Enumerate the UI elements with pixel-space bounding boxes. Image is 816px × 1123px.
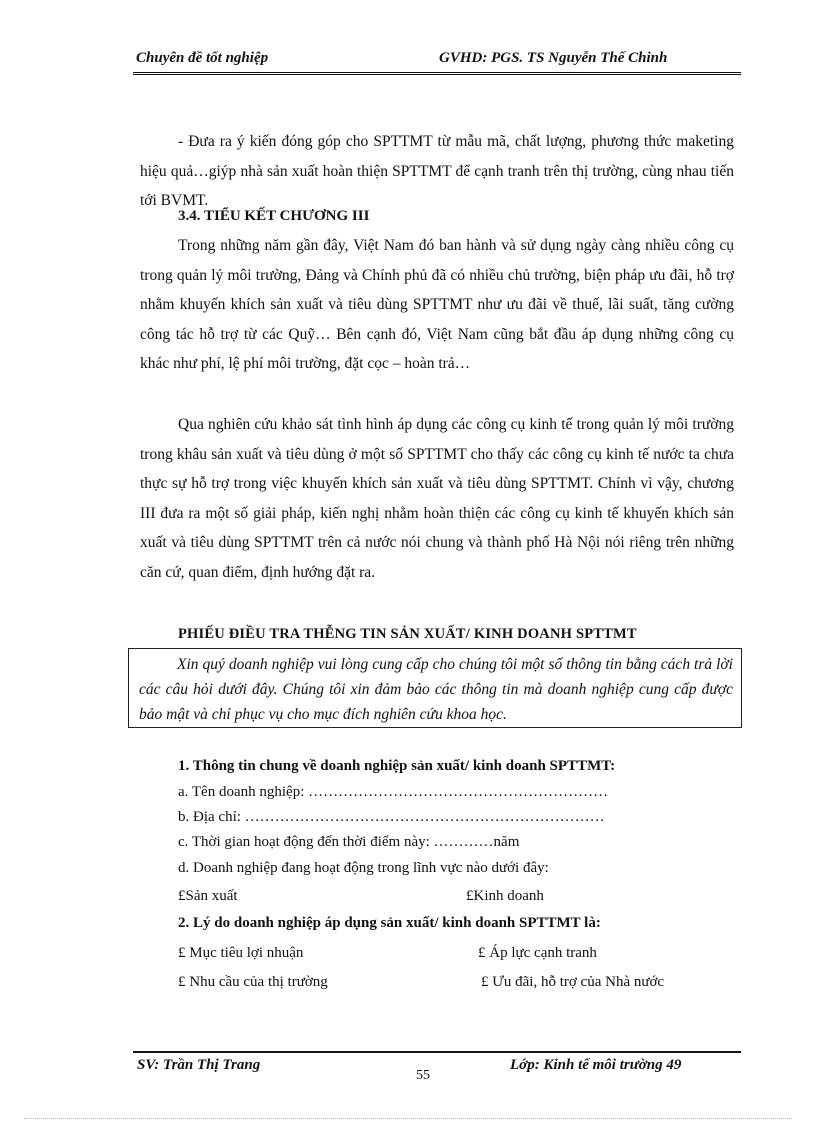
- question-1-company-name: a. Tên doanh nghiệp: ……………………………………………………: [178, 784, 609, 800]
- header-left: Chuyên đề tốt nghiệp: [136, 50, 269, 66]
- checkbox-business: £Kinh doanh: [466, 888, 544, 904]
- footer-rule: [133, 1051, 741, 1053]
- survey-intro-text: Xin quý doanh nghiệp vui lòng cung cấp cho chúng tôi một số thông tin bằng cách trả lời các câu hỏi dưới đây. Chúng tôi xin đảm bảo các thông tin mà doanh nghiệp cung cấp được bảo mật và chỉ phục vụ cho mục đích nghiên cứu khoa học.: [139, 656, 733, 723]
- survey-title: PHIẾU ĐIỀU TRA THỄNG TIN SẢN XUẤT/ KINH DOANH SPTTMT: [178, 626, 637, 642]
- page-header: [133, 48, 741, 70]
- checkbox-market-demand: £ Nhu cầu của thị trường: [178, 974, 328, 990]
- question-2-title: 2. Lý do doanh nghiệp áp dụng sản xuất/ kinh doanh SPTTMT là:: [178, 915, 601, 931]
- question-1-field: d. Doanh nghiệp đang hoạt động trong lĩnh vực nào dưới đây:: [178, 860, 549, 876]
- page-edge-divider: [24, 1118, 792, 1119]
- header-rule: [133, 72, 741, 75]
- checkbox-profit-goal: £ Mục tiêu lợi nhuận: [178, 945, 304, 961]
- checkbox-production: £Sản xuất: [178, 888, 238, 904]
- page-number: 55: [416, 1068, 430, 1083]
- question-1-operating-time: c. Thời gian hoạt động đến thời điểm này: …………năm: [178, 834, 520, 850]
- question-1-title: 1. Thông tin chung về doanh nghiệp sản xuất/ kinh doanh SPTTMT:: [178, 758, 616, 774]
- checkbox-state-incentives: £ Ưu đãi, hỗ trợ của Nhà nước: [481, 974, 665, 990]
- survey-intro-box: [128, 648, 742, 728]
- footer-student: SV: Trần Thị Trang: [137, 1057, 261, 1073]
- question-1-address: b. Địa chỉ: ………………………………………………………………: [178, 809, 605, 825]
- header-right: GVHD: PGS. TS Nguyễn Thế Chinh: [439, 50, 668, 66]
- footer-class: Lớp: Kinh tế môi trường 49: [510, 1057, 682, 1073]
- body-paragraph-1: Trong những năm gần đây, Việt Nam đó ban hành và sử dụng ngày càng nhiều công cụ trong quản lý môi trường, Đảng và Chính phủ đã có nhiều chủ trường, biện pháp ưu đãi, hỗ trợ nhằm khuyến khích sản xuất và tiêu dùng SPTTMT như ưu đãi về thuế, lãi suất, tăng cường công tác hỗ trợ từ các Quỹ… Bên cạnh đó, Việt Nam cũng bắt đầu áp dụng những công cụ khác như phí, lệ phí môi trường, đặt cọc – hoàn trả…: [140, 237, 734, 372]
- intro-paragraph: - Đưa ra ý kiến đóng góp cho SPTTMT từ mẫu mã, chất lượng, phương thức maketing hiệu quả…giýp nhà sản xuất hoàn thiện SPTTMT để cạnh tranh trên thị trường, cùng nhau tiến tới BVMT.: [140, 133, 734, 209]
- section-heading: 3.4. TIỂU KẾT CHƯƠNG III: [178, 208, 370, 224]
- checkbox-competition-pressure: £ Áp lực cạnh tranh: [478, 945, 597, 961]
- body-paragraph-2: Qua nghiên cứu khảo sát tình hình áp dụng các công cụ kinh tế trong quản lý môi trường trong khâu sản xuất và tiêu dùng ở một số SPTTMT cho thấy các công cụ kinh tế nước ta chưa thực sự hỗ trợ trong việc khuyến khích sản xuất và tiêu dùng SPTTMT. Chính vì vậy, chương III đưa ra một số giải pháp, kiến nghị nhằm hoàn thiện các công cụ kinh tế khuyến khích sản xuất và tiêu dùng SPTTMT trên cả nước nói chung và thành phố Hà Nội nói riêng trên những căn cứ, quan điểm, định hướng đặt ra.: [140, 416, 734, 581]
